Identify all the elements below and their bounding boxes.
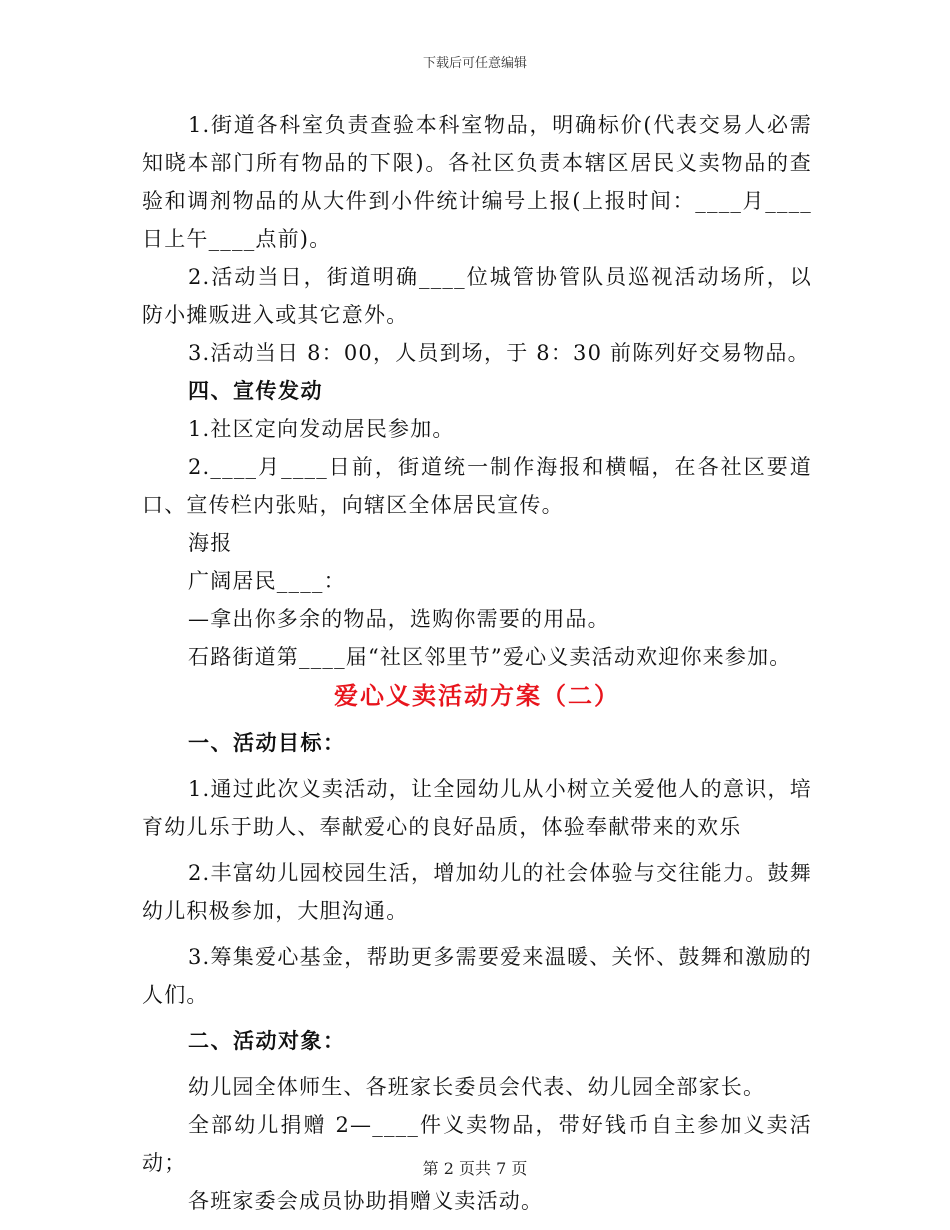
paragraph-goal-1: 1.通过此次义卖活动，让全园幼儿从小树立关爱他人的意识，培育幼儿乐于助人、奉献爱心的良好品质，体验奉献带来的欢乐 (142, 777, 812, 839)
page-footer: 第 2 页共 7 页 (422, 1159, 528, 1178)
section-heading-participants: 二、活动对象： (188, 1029, 346, 1053)
paragraph-community-mobilize: 1.社区定向发动居民参加。 (188, 417, 455, 441)
paragraph-goal-2: 2.丰富幼儿园校园生活，增加幼儿的社会体验与交往能力。鼓舞幼儿积极参加，大胆沟通。 (142, 861, 812, 923)
section-heading-publicity: 四、宣传发动 (188, 379, 323, 403)
section-heading-goals: 一、活动目标： (188, 731, 346, 755)
page-header: 下载后可任意编辑 (422, 56, 527, 71)
paragraph-posters: 2.____月____日前，街道统一制作海报和横幅，在各社区要道口、宣传栏内张贴，向辖区全体居民宣传。 (142, 455, 812, 517)
paragraph-goal-3: 3.筹集爱心基金，帮助更多需要爱来温暖、关怀、鼓舞和激励的人们。 (142, 945, 812, 1007)
poster-slogan: —拿出你多余的物品，选购你需要的用品。 (188, 607, 610, 631)
poster-label: 海报 (188, 531, 233, 555)
paragraph-inspection: 1.街道各科室负责查验本科室物品，明确标价(代表交易人必需知晓本部门所有物品的下限)。各社区负责本辖区居民义卖物品的查验和调剂物品的从大件到小件统计编号上报(上报时间：____月____日上午____点前)。 (142, 113, 812, 251)
paragraph-donations: 全部幼儿捐赠 2—____件义卖物品，带好钱币自主参加义卖活动； (142, 1113, 812, 1175)
paragraph-participants: 幼儿园全体师生、各班家长委员会代表、幼儿园全部家长。 (188, 1075, 766, 1099)
paragraph-arrival-time: 3.活动当日 8：00，人员到场，于 8：30 前陈列好交易物品。 (188, 341, 810, 365)
poster-greeting: 广阔居民____： (188, 569, 346, 593)
paragraph-committee: 各班家委会成员协助捐赠义卖活动。 (188, 1189, 544, 1213)
paragraph-patrol: 2.活动当日，街道明确____位城管协管队员巡视活动场所，以防小摊贩进入或其它意外。 (142, 265, 812, 327)
poster-invitation: 石路街道第____届“社区邻里节”爱心义卖活动欢迎你来参加。 (188, 645, 792, 669)
document-body (142, 106, 812, 1220)
section-title-plan-two: 爱心义卖活动方案（二） (334, 682, 620, 710)
